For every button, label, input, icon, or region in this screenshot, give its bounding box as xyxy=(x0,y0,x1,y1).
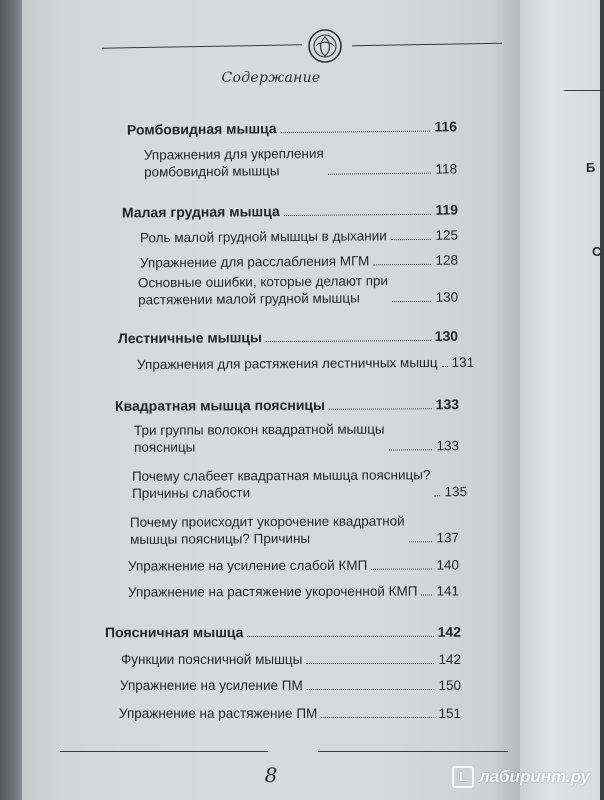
page-number: 8 xyxy=(264,763,278,787)
toc-page: 140 xyxy=(436,557,460,573)
toc-title: Три группы волокон квадратной мышцы xyxy=(133,421,385,438)
toc-title: Почему происходит укорочение квадратной xyxy=(129,513,405,530)
adjacent-page-fragment: Б xyxy=(586,160,596,175)
toc-entry xyxy=(115,396,459,415)
toc-entry xyxy=(140,252,458,272)
toc-title: Основные ошибки, которые делают при xyxy=(137,273,389,291)
toc-entry xyxy=(119,705,461,722)
dot-leader xyxy=(328,173,432,175)
dot-leader xyxy=(281,131,431,134)
toc-title: Поясничная мышца xyxy=(104,624,244,641)
watermark-logo xyxy=(452,766,590,788)
header-line-right xyxy=(352,43,502,47)
toc-entry xyxy=(131,466,468,502)
toc-entry xyxy=(140,227,458,247)
dot-leader xyxy=(306,663,434,664)
toc-page: 142 xyxy=(438,652,461,667)
toc-title: Упражнение на растяжение укороченной КМП xyxy=(127,583,418,600)
dot-leader xyxy=(266,340,431,342)
toc-page: 128 xyxy=(435,252,459,268)
toc-title: Малая грудная мышца xyxy=(121,203,280,221)
toc-title: Лестничные мышцы xyxy=(117,329,262,347)
toc-title: Упражнение для расслабления МГМ xyxy=(139,253,370,271)
footer-line-left xyxy=(60,751,268,752)
toc-entry xyxy=(121,651,461,668)
dot-leader xyxy=(329,408,432,410)
book-page xyxy=(22,0,520,800)
toc-page: 130 xyxy=(434,327,459,344)
toc-title: Квадратная мышца поясницы xyxy=(114,396,326,414)
toc-title-continuation: ромбовидной мышцы xyxy=(144,163,280,180)
dot-leader xyxy=(247,636,433,637)
toc-title: Роль малой грудной мышцы в дыхании xyxy=(139,228,387,246)
toc-entry xyxy=(130,512,459,548)
toc-entry xyxy=(128,556,459,574)
watermark-mark-icon: L xyxy=(452,766,474,788)
adjacent-page-fragment: С xyxy=(592,244,602,259)
toc-page: 133 xyxy=(436,438,460,454)
toc-page: 125 xyxy=(435,227,459,243)
dot-leader xyxy=(321,717,434,718)
adjacent-page-line xyxy=(564,90,604,91)
toc-page: 119 xyxy=(435,201,459,218)
dot-leader xyxy=(284,214,432,216)
dot-leader xyxy=(373,264,431,266)
toc-title: Упражнение на усиление ПМ xyxy=(120,678,303,693)
toc-page: 150 xyxy=(438,678,461,693)
toc-page: 130 xyxy=(435,289,459,305)
dot-leader xyxy=(371,569,432,570)
dot-leader xyxy=(307,689,435,690)
toc-title: Упражнение на усиление слабой КМП xyxy=(127,557,368,574)
dot-leader xyxy=(421,595,432,596)
dot-leader xyxy=(435,495,441,496)
toc-page: 142 xyxy=(437,623,462,640)
toc-title-continuation: мышцы поясницы? Причины xyxy=(130,530,311,547)
toc-entry xyxy=(122,202,458,222)
toc-page: 133 xyxy=(435,396,460,413)
dot-leader xyxy=(389,449,433,450)
toc-entry xyxy=(136,354,475,373)
toc-title-continuation: растяжении малой грудной мышцы xyxy=(138,290,360,308)
toc-entry xyxy=(105,624,461,642)
toc-title: Ромбовидная мышца xyxy=(126,120,277,138)
ornament-icon xyxy=(297,23,353,69)
toc-entry xyxy=(144,143,457,180)
toc-page: 151 xyxy=(438,706,461,721)
watermark-text: лабиринт.ру xyxy=(479,767,590,786)
toc-title: Функции поясничной мышцы xyxy=(121,652,303,667)
toc-title-continuation: поясницы xyxy=(134,439,196,455)
page-header-title: Содержание xyxy=(221,70,321,86)
dot-leader xyxy=(442,366,448,367)
dot-leader xyxy=(392,301,431,302)
toc-page: 137 xyxy=(436,530,460,546)
toc-title: Упражнения для растяжения лестничных мышц xyxy=(136,355,438,373)
footer-line-right xyxy=(318,751,508,752)
toc-page: 116 xyxy=(434,118,458,135)
toc-entry xyxy=(138,272,458,309)
toc-entry xyxy=(128,582,459,600)
toc-page: 118 xyxy=(435,161,458,177)
toc-page: 131 xyxy=(451,354,475,370)
toc-page: 135 xyxy=(444,484,468,500)
adjacent-page xyxy=(520,0,600,800)
dot-leader xyxy=(391,239,432,240)
toc-title-continuation: Причины слабости xyxy=(132,485,251,501)
toc-entry xyxy=(120,677,461,694)
toc-page: 141 xyxy=(436,583,460,599)
toc-title: Почему слабеет квадратная мышца поясницы? xyxy=(131,467,431,484)
toc-entry xyxy=(134,420,459,456)
toc-entry xyxy=(127,118,457,138)
dot-leader xyxy=(409,541,433,542)
header-line-left xyxy=(102,44,302,48)
toc-title: Упражнения для укрепления xyxy=(143,145,324,163)
toc-title: Упражнение на растяжение ПМ xyxy=(119,706,318,721)
toc-entry xyxy=(118,328,458,347)
